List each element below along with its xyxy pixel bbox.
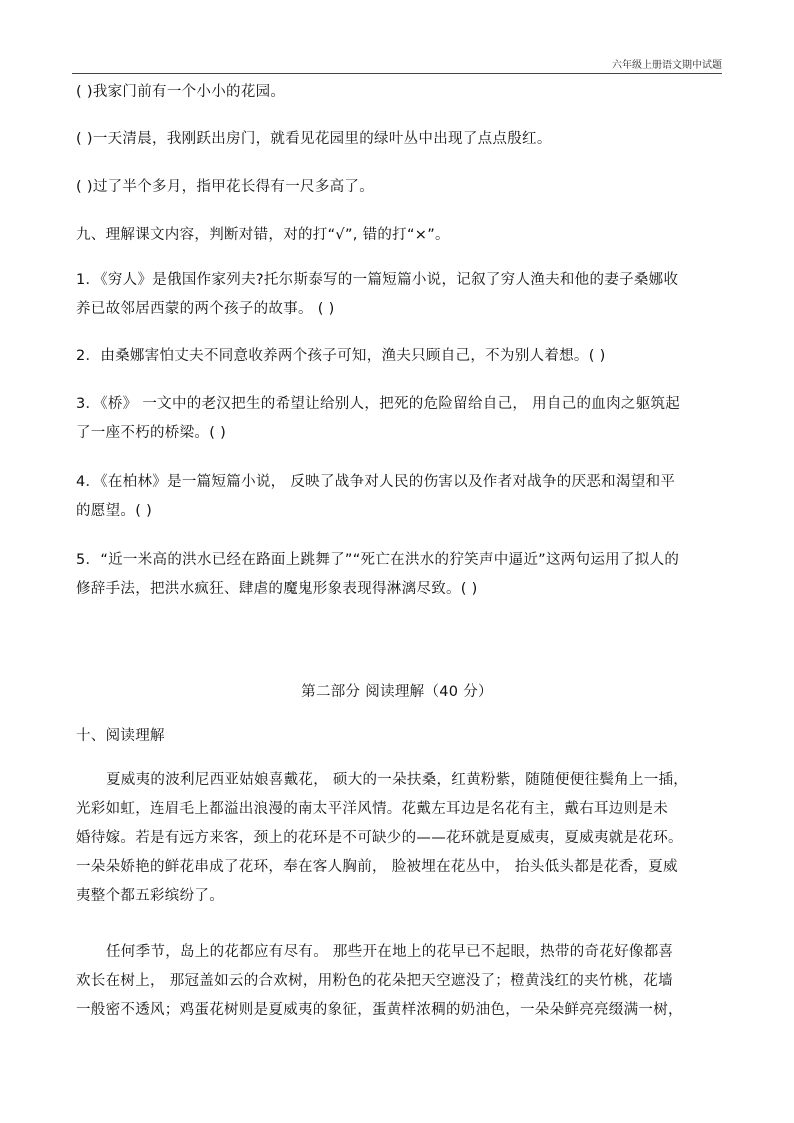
judge-item-2-line-1: 2．由桑娜害怕丈夫不同意收养两个孩子可知，渔夫只顾自己，不为别人着想。( ): [76, 348, 606, 364]
order-item-2: ( )一天清晨，我刚跃出房门，就看见花园里的绿叶丛中出现了点点殷红。: [76, 131, 552, 147]
judge-item-2: [76, 342, 726, 371]
paragraph-2-line: 一般密不透风；鸡蛋花树则是夏威夷的象征，蛋黄样浓稠的奶油色，一朵朵鲜亮亮缀满一树，: [76, 1002, 683, 1018]
reading-paragraph-1: [76, 766, 726, 911]
paragraph-2-line: 任何季节，岛上的花都应有尽有。 那些开在地上的花早已不起眼，热带的奇花好像都喜: [106, 944, 674, 960]
judge-item-3-line-1: 3．《桥》 一文中的老汉把生的希望让给别人，把死的危险留给自己， 用自己的血肉之躯筑起: [76, 396, 681, 412]
header-divider: [72, 73, 722, 74]
section9-title: 九、理解课文内容，判断对错，对的打“√”, 错的打“×”。: [76, 227, 450, 243]
order-item-1: ( )我家门前有一个小小的花园。: [76, 84, 286, 100]
judge-item-5-line-1: 5．“近一米高的洪水已经在路面上跳舞了”“死亡在洪水的狞笑声中逼近”这两句运用了拟人的: [76, 552, 680, 568]
part2-title: 第二部分 阅读理解（40 分）: [301, 684, 493, 700]
judge-item-4-line-1: 4．《在柏林》是一篇短篇小说， 反映了战争对人民的伤害以及作者对战争的厌恶和渴望和平: [76, 474, 676, 490]
paragraph-1-line: 一朵朵娇艳的鲜花串成了花环，奉在客人胸前， 脸被埋在花丛中， 抬头低头都是花香，夏威: [76, 859, 678, 875]
paragraph-1-line: 夷整个都五彩缤纷了。: [76, 888, 224, 904]
judge-item-5-line-2: 修辞手法，把洪水疯狂、肆虐的魔鬼形象表现得淋漓尽致。( ): [76, 581, 478, 597]
judge-item-4: [76, 468, 726, 526]
section10-title: 十、阅读理解: [76, 728, 165, 744]
judge-item-3: [76, 390, 726, 448]
paragraph-1-line: 夏威夷的波利尼西亚姑娘喜戴花， 硕大的一朵扶桑，红黄粉紫，随随便便往鬓角上一插，: [106, 772, 689, 788]
judge-item-1-line-1: 1．《穷人》是俄国作家列夫?托尔斯泰写的一篇短篇小说，记叙了穷人渔夫和他的妻子桑娜收: [76, 272, 679, 288]
judge-item-5: [76, 546, 726, 604]
judge-item-3-line-2: 了一座不朽的桥梁。( ): [76, 425, 227, 441]
judge-item-1-line-2: 养已故邻居西蒙的两个孩子的故事。 ( ): [76, 301, 335, 317]
reading-paragraph-2: [76, 938, 726, 1025]
order-item-3: ( )过了半个多月，指甲花长得有一尺多高了。: [76, 179, 375, 195]
paragraph-1-line: 婚待嫁。若是有远方来客，颈上的花环是不可缺少的——花环就是夏威夷，夏威夷就是花环。: [76, 830, 683, 846]
judge-item-1: [76, 266, 726, 324]
paragraph-2-line: 欢长在树上， 那冠盖如云的合欢树，用粉色的花朵把天空遮没了；橙黄浅红的夹竹桃，花墙: [76, 973, 673, 989]
judge-item-4-line-2: 的愿望。( ): [76, 503, 153, 519]
page-header: 六年级上册语文期中试题: [612, 60, 722, 71]
paragraph-1-line: 光彩如虹，连眉毛上都溢出浪漫的南太平洋风情。花戴左耳边是名花有主，戴右耳边则是未: [76, 801, 668, 817]
